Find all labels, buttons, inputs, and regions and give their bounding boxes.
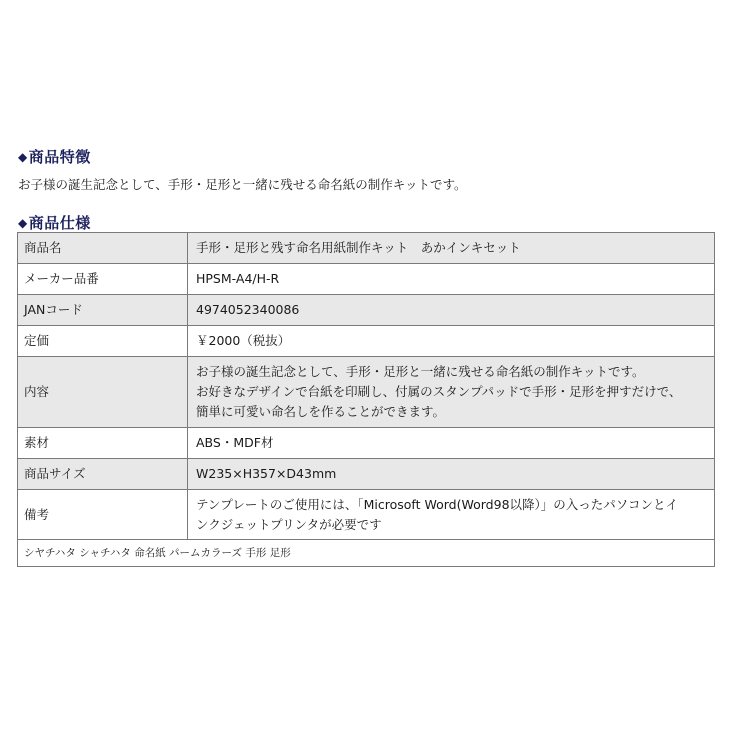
table-row (18, 459, 715, 490)
spec-label: 素材 (18, 428, 188, 459)
spec-value (188, 357, 715, 428)
spec-value-line: 手形・足形と残す命名用紙制作キット あかインキセット (196, 240, 521, 255)
table-row (18, 233, 715, 264)
spec-value (188, 295, 715, 326)
spec-value (188, 428, 715, 459)
spec-value-line: W235×H357×D43mm (196, 466, 337, 481)
table-row (18, 357, 715, 428)
spec-label: JANコード (18, 295, 188, 326)
spec-label: 商品サイズ (18, 459, 188, 490)
spec-value (188, 490, 715, 540)
spec-table (17, 232, 715, 567)
spec-value-line: テンプレートのご使用には、「Microsoft Word(Word98以降）」の入ったパソコンとイ (196, 496, 679, 512)
table-row (18, 490, 715, 540)
spec-value-line: ABS・MDF材 (196, 435, 274, 450)
spec-value (188, 233, 715, 264)
features-heading (18, 146, 91, 167)
table-row (18, 295, 715, 326)
spec-value-line: お子様の誕生記念として、手形・足形と一緒に残せる命名紙の制作キットです。 (196, 364, 645, 379)
spec-label: メーカー品番 (18, 264, 188, 295)
spec-value (188, 326, 715, 357)
spec-label: 定価 (18, 326, 188, 357)
spec-value-line: HPSM-A4/H-R (196, 271, 280, 286)
spec-value-line: 4974052340086 (196, 302, 300, 317)
table-row (18, 428, 715, 459)
features-description: お子様の誕生記念として、手形・足形と一緒に残せる命名紙の制作キットです。 (18, 177, 467, 192)
diamond-bullet-icon: ◆ (18, 150, 28, 164)
spec-value-line: ンクジェットプリンタが必要です (196, 516, 382, 532)
specs-heading-text: 商品仕様 (28, 214, 91, 232)
table-row (18, 326, 715, 357)
spec-value-line: ￥2000（税抜） (196, 333, 291, 348)
features-heading-text: 商品特徴 (28, 148, 91, 166)
spec-value-line: 簡単に可愛い命名しを作ることができます。 (196, 404, 446, 419)
specs-heading (18, 212, 91, 233)
spec-label: 内容 (18, 357, 188, 428)
keywords-cell: シヤチハタ シャチハタ 命名紙 パームカラーズ 手形 足形 (18, 540, 715, 567)
table-row (18, 264, 715, 295)
spec-label: 備考 (18, 490, 188, 540)
spec-value-line: お好きなデザインで台紙を印刷し、付属のスタンプパッドで手形・足形を押すだけで、 (196, 384, 682, 399)
spec-value (188, 459, 715, 490)
spec-value (188, 264, 715, 295)
diamond-bullet-icon: ◆ (18, 216, 28, 230)
table-row-keywords (18, 540, 715, 567)
spec-label: 商品名 (18, 233, 188, 264)
